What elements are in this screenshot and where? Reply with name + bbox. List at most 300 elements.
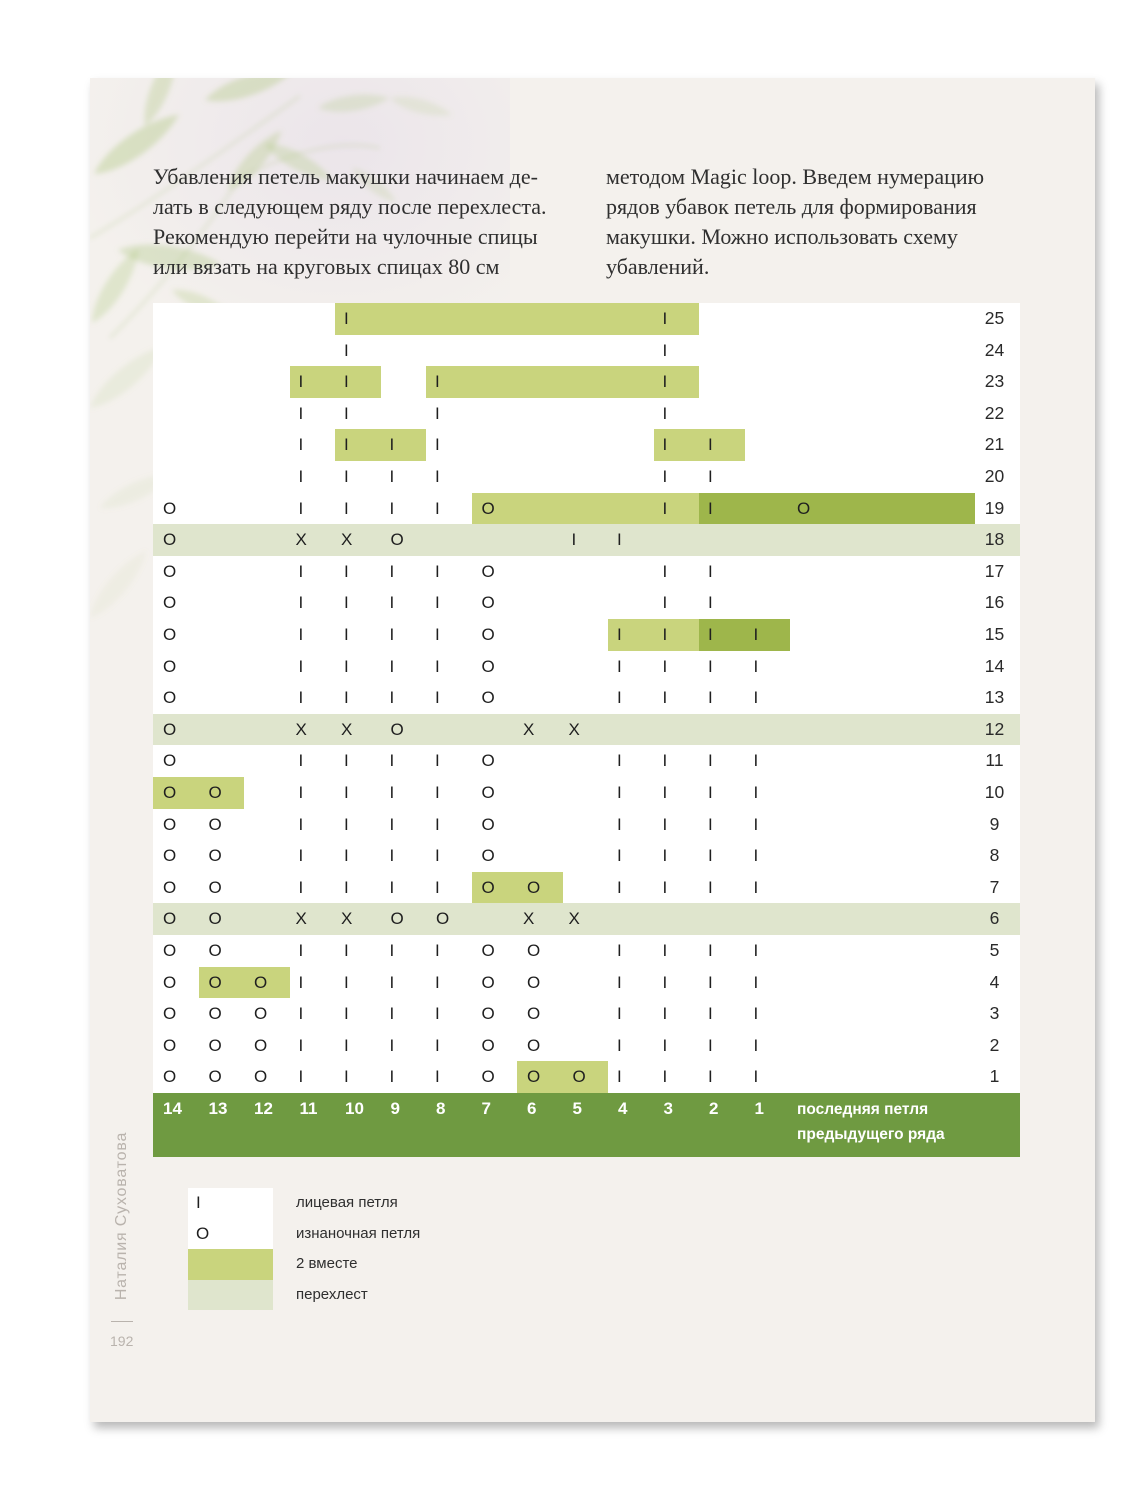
chart-row <box>153 303 1020 335</box>
chart-row <box>153 651 1020 683</box>
row-number: 19 <box>984 497 1005 518</box>
chart-row <box>153 1061 1020 1093</box>
knit-stitch-symbol: I <box>708 814 713 834</box>
cross-stitch-symbol: X <box>523 719 535 739</box>
legend-label: лицевая петля <box>296 1194 398 1211</box>
column-number: 1 <box>754 1099 764 1118</box>
purl-stitch-symbol: O <box>163 783 177 802</box>
row-number: 22 <box>984 402 1005 423</box>
chart-row-crossover <box>153 714 1020 746</box>
knit-stitch-symbol: I <box>435 941 440 960</box>
row-number: 14 <box>984 655 1005 676</box>
cross-stitch-symbol: X <box>341 719 353 739</box>
purl-stitch-symbol: O <box>163 498 177 518</box>
row-number: 10 <box>984 782 1005 802</box>
knit-stitch-symbol: I <box>662 498 668 518</box>
knit-stitch-symbol: I <box>298 1067 304 1087</box>
knit-stitch-symbol: I <box>389 467 395 486</box>
purl-stitch-symbol: O <box>572 1067 586 1087</box>
purl-stitch-symbol: O <box>481 814 495 834</box>
sidebar-divider <box>111 1321 133 1322</box>
knit-stitch-symbol: I <box>389 1004 395 1024</box>
purl-stitch-symbol: O <box>481 783 495 802</box>
column-number: 5 <box>572 1099 582 1118</box>
knit-stitch-symbol: I <box>435 751 440 771</box>
knit-stitch-symbol: I <box>389 972 395 992</box>
knit-stitch-symbol: I <box>344 372 349 392</box>
knit-stitch-symbol: I <box>389 783 395 802</box>
decrease-chart <box>153 303 1020 1093</box>
purl-stitch-symbol: O <box>390 719 404 739</box>
knit-stitch-symbol: I <box>708 1035 713 1055</box>
chart-row <box>153 777 1020 809</box>
knit-stitch-symbol: I <box>708 941 713 960</box>
knit-stitch-symbol: I <box>753 814 759 834</box>
chart-legend <box>188 1188 488 1312</box>
purl-stitch-symbol: O <box>481 656 495 676</box>
knit-stitch-symbol: I <box>389 877 395 897</box>
chart-row <box>153 809 1020 841</box>
knit-stitch-symbol: I <box>753 751 759 771</box>
knit-stitch-symbol: I <box>344 688 349 708</box>
purl-stitch-symbol: O <box>208 1035 222 1055</box>
column-number: 4 <box>618 1099 628 1118</box>
purl-stitch-symbol: O <box>163 972 177 992</box>
knit-stitch-symbol: I <box>344 814 349 834</box>
row-number: 1 <box>989 1066 1000 1087</box>
knit-stitch-symbol: I <box>617 530 622 550</box>
purl-stitch-symbol: O <box>254 1067 268 1087</box>
knit-stitch-symbol: I <box>344 467 349 486</box>
column-number: 11 <box>299 1099 318 1118</box>
intro-text-line: или вязать на круговых спицах 80 см <box>153 254 500 279</box>
knit-stitch-symbol: I <box>617 656 622 676</box>
knit-stitch-symbol: I <box>298 625 304 644</box>
knit-stitch-symbol: I <box>617 625 622 644</box>
purl-stitch-symbol: O <box>481 688 495 708</box>
knit-stitch-symbol: I <box>708 783 713 802</box>
purl-stitch-symbol: O <box>163 814 177 834</box>
knit-stitch-symbol: I <box>344 498 349 518</box>
knit-stitch-symbol: I <box>708 656 713 676</box>
knit-stitch-symbol: I <box>298 846 304 866</box>
knit-stitch-symbol: I <box>617 751 622 771</box>
knit-stitch-symbol: I <box>298 656 304 676</box>
knit-stitch-symbol: I <box>298 467 304 486</box>
knit-stitch-symbol: I <box>344 972 349 992</box>
knit-stitch-symbol: I <box>708 877 713 897</box>
knit-stitch-symbol: I <box>708 498 713 518</box>
column-number: 14 <box>163 1099 182 1118</box>
knit-stitch-symbol: I <box>344 941 349 960</box>
legend-item <box>188 1280 488 1311</box>
knit-stitch-symbol: I <box>662 814 668 834</box>
knit-stitch-symbol: I <box>435 467 440 486</box>
purl-stitch-symbol: O <box>254 972 268 992</box>
knit-stitch-symbol: I <box>344 625 349 644</box>
intro-text-line: методом Magic loop. Введем нумерацию <box>606 164 985 189</box>
row-number: 21 <box>984 434 1005 455</box>
knit-stitch-symbol: I <box>662 688 668 708</box>
purl-stitch-symbol: O <box>527 1004 541 1024</box>
row-number: 18 <box>984 529 1005 550</box>
knit-stitch-symbol: I <box>298 593 304 613</box>
purl-stitch-symbol: O <box>208 1004 222 1024</box>
row-number: 9 <box>989 813 1000 834</box>
knit-stitch-symbol: I <box>662 751 668 771</box>
purl-stitch-symbol: O <box>208 846 222 866</box>
legend-swatch <box>188 1280 273 1311</box>
knit-stitch-symbol: I <box>617 877 622 897</box>
purl-stitch-symbol: O <box>163 561 177 581</box>
row-number: 11 <box>985 750 1004 771</box>
knit-stitch-symbol: I <box>298 783 304 802</box>
purl-stitch-symbol: O <box>527 972 541 992</box>
purl-stitch-symbol: O <box>481 751 495 771</box>
knit-stitch-symbol: I <box>662 467 668 486</box>
knit-stitch-symbol: I <box>435 783 440 802</box>
knit-stitch-symbol: I <box>617 972 622 992</box>
knit-stitch-symbol: I <box>435 656 440 676</box>
knit-stitch-symbol: I <box>617 1067 622 1087</box>
knit-stitch-symbol: I <box>298 814 304 834</box>
knit-stitch-symbol: I <box>708 1004 713 1024</box>
purl-stitch-symbol: O <box>481 941 495 960</box>
knit-stitch-symbol: I <box>298 1004 304 1024</box>
knit-stitch-symbol: I <box>298 561 304 581</box>
purl-stitch-symbol: O <box>163 877 177 897</box>
row-number: 6 <box>989 908 1000 929</box>
knit-stitch-symbol: I <box>708 1067 713 1087</box>
knit-stitch-symbol: I <box>389 561 395 581</box>
legend-symbol: I <box>196 1193 201 1212</box>
knit-stitch-symbol: I <box>344 846 349 866</box>
knit-together-highlight <box>699 493 975 525</box>
purl-stitch-symbol: O <box>481 877 495 897</box>
knit-stitch-symbol: I <box>435 1035 440 1055</box>
column-number: 12 <box>254 1099 273 1118</box>
chart-row <box>153 366 1020 398</box>
purl-stitch-symbol: O <box>163 530 177 550</box>
last-stitch-label-line: последняя петля <box>797 1101 929 1118</box>
chart-row-crossover <box>153 903 1020 935</box>
knit-stitch-symbol: I <box>753 1067 759 1087</box>
knit-stitch-symbol: I <box>662 1035 668 1055</box>
purl-stitch-symbol: O <box>163 909 177 929</box>
chart-row <box>153 556 1020 588</box>
purl-stitch-symbol: O <box>481 1067 495 1087</box>
knit-stitch-symbol: I <box>662 1067 668 1087</box>
knit-stitch-symbol: I <box>344 403 349 423</box>
knit-stitch-symbol: I <box>435 846 440 866</box>
column-number: 13 <box>208 1099 228 1118</box>
purl-stitch-symbol: O <box>163 1067 177 1087</box>
knit-stitch-symbol: I <box>389 941 395 960</box>
purl-stitch-symbol: O <box>163 1004 177 1024</box>
purl-stitch-symbol: O <box>208 814 222 834</box>
purl-stitch-symbol: O <box>527 877 541 897</box>
purl-stitch-symbol: O <box>527 1035 541 1055</box>
knit-stitch-symbol: I <box>435 403 440 423</box>
knit-stitch-symbol: I <box>753 625 759 644</box>
knit-stitch-symbol: I <box>662 941 668 960</box>
legend-swatch <box>188 1188 273 1219</box>
knit-stitch-symbol: I <box>435 435 440 455</box>
knit-stitch-symbol: I <box>662 372 668 392</box>
knit-stitch-symbol: I <box>298 941 304 960</box>
knit-stitch-symbol: I <box>708 467 713 486</box>
column-number: 2 <box>709 1099 719 1118</box>
sidebar-author-name: Наталия Суховатова <box>113 1131 130 1301</box>
knit-stitch-symbol: I <box>435 1067 440 1087</box>
knit-stitch-symbol: I <box>617 941 622 960</box>
knit-stitch-symbol: I <box>753 846 759 866</box>
knit-stitch-symbol: I <box>344 1035 349 1055</box>
knit-stitch-symbol: I <box>389 1067 395 1087</box>
chart-row <box>153 967 1020 999</box>
knit-stitch-symbol: I <box>435 972 440 992</box>
chart-row <box>153 398 1020 430</box>
purl-stitch-symbol: O <box>208 783 222 802</box>
knit-stitch-symbol: I <box>753 688 759 708</box>
knit-stitch-symbol: I <box>617 1004 622 1024</box>
legend-item <box>188 1249 488 1280</box>
row-number: 12 <box>984 718 1005 739</box>
knit-stitch-symbol: I <box>298 972 304 992</box>
knit-stitch-symbol: I <box>344 561 349 581</box>
knit-stitch-symbol: I <box>389 814 395 834</box>
knit-stitch-symbol: I <box>753 1004 759 1024</box>
purl-stitch-symbol: O <box>254 1004 268 1024</box>
row-number: 20 <box>984 466 1005 486</box>
knit-stitch-symbol: I <box>344 751 349 771</box>
cross-stitch-symbol: X <box>523 909 535 929</box>
knit-stitch-symbol: I <box>344 309 349 328</box>
chart-row <box>153 461 1020 493</box>
purl-stitch-symbol: O <box>163 751 177 771</box>
page-number: 192 <box>110 1333 134 1349</box>
knit-stitch-symbol: I <box>298 877 304 897</box>
knit-stitch-symbol: I <box>435 498 440 518</box>
purl-stitch-symbol: O <box>527 1067 541 1087</box>
intro-text-line: лать в следующем ряду после перехлеста. <box>153 194 547 219</box>
knit-stitch-symbol: I <box>344 1067 349 1087</box>
legend-symbol: O <box>196 1223 210 1243</box>
purl-stitch-symbol: O <box>163 1035 177 1055</box>
purl-stitch-symbol: O <box>390 530 404 550</box>
purl-stitch-symbol: O <box>481 625 495 644</box>
knit-stitch-symbol: I <box>344 593 349 613</box>
row-number: 15 <box>984 624 1005 644</box>
chart-row <box>153 682 1020 714</box>
knit-stitch-symbol: I <box>435 814 440 834</box>
last-stitch-symbol: O <box>797 498 811 518</box>
knit-stitch-symbol: I <box>344 435 349 455</box>
knit-stitch-symbol: I <box>708 688 713 708</box>
intro-paragraph-left <box>153 162 547 282</box>
row-number: 8 <box>989 845 1000 866</box>
knit-stitch-symbol: I <box>435 625 440 644</box>
purl-stitch-symbol: O <box>163 941 177 960</box>
purl-stitch-symbol: O <box>481 593 495 613</box>
chart-row <box>153 745 1020 777</box>
purl-stitch-symbol: O <box>527 941 541 960</box>
knit-stitch-symbol: I <box>389 625 395 644</box>
purl-stitch-symbol: O <box>390 909 404 929</box>
legend-label: 2 вместе <box>296 1255 358 1272</box>
knit-stitch-symbol: I <box>662 435 668 455</box>
knit-stitch-symbol: I <box>435 372 440 392</box>
knit-stitch-symbol: I <box>617 1035 622 1055</box>
knit-stitch-symbol: I <box>344 656 349 676</box>
knit-stitch-symbol: I <box>298 688 304 708</box>
knit-stitch-symbol: I <box>662 561 668 581</box>
purl-stitch-symbol: O <box>481 498 495 518</box>
knit-stitch-symbol: I <box>617 688 622 708</box>
chart-row <box>153 998 1020 1030</box>
intro-paragraph-right <box>606 162 984 282</box>
purl-stitch-symbol: O <box>436 909 450 929</box>
knit-stitch-symbol: I <box>662 783 668 802</box>
knit-stitch-symbol: I <box>753 656 759 676</box>
knit-stitch-symbol: I <box>662 625 668 644</box>
purl-stitch-symbol: O <box>481 1004 495 1024</box>
purl-stitch-symbol: O <box>208 1067 222 1087</box>
purl-stitch-symbol: O <box>163 593 177 613</box>
intro-text-line: Убавления петель макушки начинаем де- <box>153 164 538 189</box>
knit-stitch-symbol: I <box>389 751 395 771</box>
knit-stitch-symbol: I <box>662 656 668 676</box>
row-number: 2 <box>989 1034 1000 1055</box>
knit-stitch-symbol: I <box>344 877 349 897</box>
knit-stitch-symbol: I <box>662 403 668 423</box>
column-number: 7 <box>481 1099 491 1118</box>
chart-row <box>153 840 1020 872</box>
knit-stitch-symbol: I <box>298 435 304 455</box>
knit-stitch-symbol: I <box>753 941 759 960</box>
knit-stitch-symbol: I <box>389 846 395 866</box>
intro-text-line: Рекомендую перейти на чулочные спицы <box>153 224 538 249</box>
knit-stitch-symbol: I <box>389 656 395 676</box>
knit-stitch-symbol: I <box>435 877 440 897</box>
cross-stitch-symbol: X <box>295 909 307 929</box>
cross-stitch-symbol: X <box>568 909 580 929</box>
column-number: 9 <box>390 1099 400 1118</box>
purl-stitch-symbol: O <box>163 688 177 708</box>
knit-stitch-symbol: I <box>662 309 668 328</box>
knit-stitch-symbol: I <box>708 593 713 613</box>
knit-stitch-symbol: I <box>435 688 440 708</box>
purl-stitch-symbol: O <box>163 846 177 866</box>
cross-stitch-symbol: X <box>341 530 353 550</box>
knit-stitch-symbol: I <box>708 972 713 992</box>
knit-stitch-symbol: I <box>389 688 395 708</box>
knit-stitch-symbol: I <box>344 340 349 360</box>
last-stitch-label-line: предыдущего ряда <box>797 1126 945 1143</box>
knit-stitch-symbol: I <box>662 340 668 360</box>
knit-stitch-symbol: I <box>435 593 440 613</box>
knit-stitch-symbol: I <box>617 783 622 802</box>
knit-stitch-symbol: I <box>298 751 304 771</box>
row-number: 7 <box>989 876 1000 897</box>
cross-stitch-symbol: X <box>295 530 307 550</box>
purl-stitch-symbol: O <box>481 846 495 866</box>
chart-row <box>153 429 1020 461</box>
knit-stitch-symbol: I <box>389 435 395 455</box>
purl-stitch-symbol: O <box>254 1035 268 1055</box>
row-number: 17 <box>984 560 1005 581</box>
legend-item <box>188 1188 488 1219</box>
cross-stitch-symbol: X <box>568 719 580 739</box>
knit-stitch-symbol: I <box>344 1004 349 1024</box>
legend-label: изнаночная петля <box>296 1224 421 1242</box>
knit-stitch-symbol: I <box>708 751 713 771</box>
legend-swatch <box>188 1219 273 1250</box>
chart-column-numbers-bar <box>153 1093 1020 1157</box>
row-number: 4 <box>989 971 1000 992</box>
purl-stitch-symbol: O <box>208 909 222 929</box>
chart-row <box>153 619 1020 651</box>
knit-stitch-symbol: I <box>298 498 304 518</box>
knit-together-highlight <box>426 366 699 398</box>
knit-stitch-symbol: I <box>662 846 668 866</box>
knit-stitch-symbol: I <box>662 877 668 897</box>
intro-text-line: макушки. Можно использовать схему <box>606 224 958 249</box>
intro-text-line: убавлений. <box>606 254 710 279</box>
knit-stitch-symbol: I <box>389 498 395 518</box>
knit-stitch-symbol: I <box>662 1004 668 1024</box>
purl-stitch-symbol: O <box>481 1035 495 1055</box>
knit-stitch-symbol: I <box>708 561 713 581</box>
intro-text-line: рядов убавок петель для формирования <box>606 194 977 219</box>
legend-label: перехлест <box>296 1285 368 1303</box>
chart-row <box>153 1030 1020 1062</box>
column-number: 3 <box>663 1099 673 1118</box>
knit-stitch-symbol: I <box>617 814 622 834</box>
knit-stitch-symbol: I <box>753 877 759 897</box>
chart-row <box>153 872 1020 904</box>
chart-row <box>153 493 1020 525</box>
knit-stitch-symbol: I <box>389 1035 395 1055</box>
row-number: 25 <box>984 308 1005 328</box>
row-number: 16 <box>984 592 1005 613</box>
knit-stitch-symbol: I <box>298 1035 304 1055</box>
column-number: 8 <box>436 1099 446 1118</box>
knit-stitch-symbol: I <box>435 561 440 581</box>
purl-stitch-symbol: O <box>208 972 222 992</box>
chart-row <box>153 587 1020 619</box>
knit-stitch-symbol: I <box>389 593 395 613</box>
legend-item <box>188 1219 488 1250</box>
last-stitch-column-label <box>797 1097 945 1147</box>
purl-stitch-symbol: O <box>163 719 177 739</box>
chart-row-crossover <box>153 524 1020 556</box>
purl-stitch-symbol: O <box>481 972 495 992</box>
knit-stitch-symbol: I <box>298 403 304 423</box>
row-number: 23 <box>984 371 1005 392</box>
knit-stitch-symbol: I <box>753 972 759 992</box>
knit-stitch-symbol: I <box>662 972 668 992</box>
knit-stitch-symbol: I <box>298 372 304 392</box>
purl-stitch-symbol: O <box>163 625 177 644</box>
knit-stitch-symbol: I <box>753 1035 759 1055</box>
knit-stitch-symbol: I <box>435 1004 440 1024</box>
knit-stitch-symbol: I <box>753 783 759 802</box>
column-number: 10 <box>345 1099 364 1118</box>
knit-together-highlight <box>335 303 699 335</box>
column-number: 6 <box>527 1099 537 1118</box>
purl-stitch-symbol: O <box>481 561 495 581</box>
